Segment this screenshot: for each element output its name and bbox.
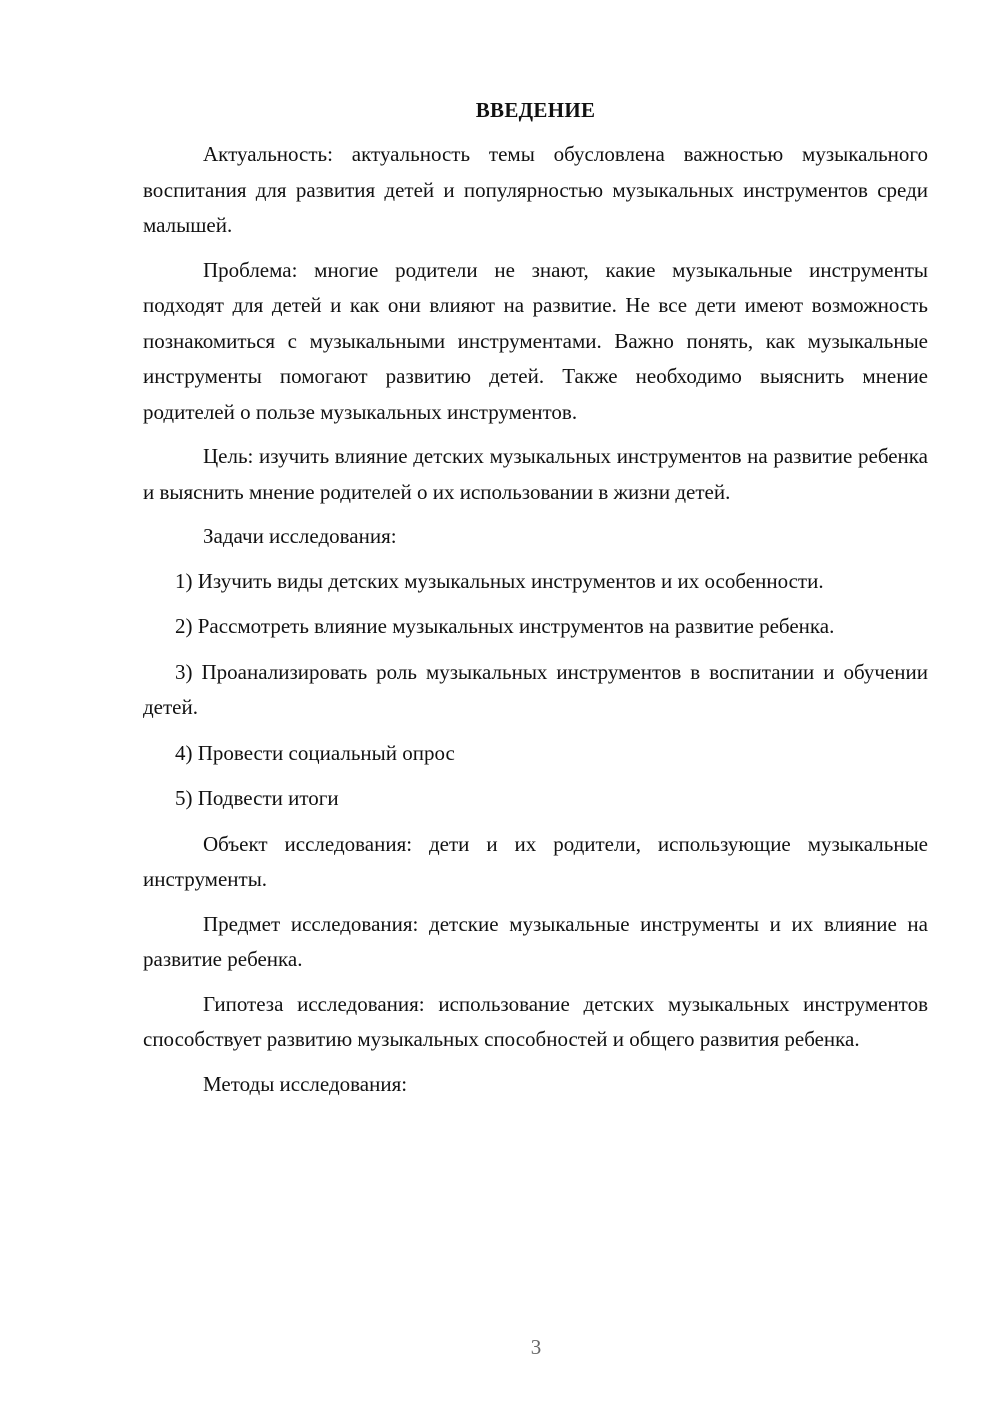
task-item-5: 5) Подвести итоги (175, 786, 339, 810)
task-item-3: 3) Проанализировать роль музыкальных инструментов в воспитании и обучении детей. (143, 659, 928, 719)
task-item-4: 4) Провести социальный опрос (175, 740, 455, 765)
document-page (143, 95, 928, 1111)
hypothesis-paragraph: Гипотеза исследования: использование детских музыкальных инструментов способствует развитию музыкальных способностей и общего развития ребенка. (143, 991, 928, 1051)
problem-paragraph: Проблема: многие родители не знают, какие музыкальные инструменты подходят для детей и как они влияют на развитие. Не все дети имеют возможность познакомиться с музыкальными инструментами. Важно понять, как музыкальные инструменты помогают развитию детей. Также необходимо выяснить мнение родителей о пользе музыкальных инструментов. (143, 257, 928, 424)
subject-paragraph: Предмет исследования: детские музыкальные инструменты и их влияние на развитие ребенка. (143, 911, 928, 971)
task-item-2: 2) Рассмотреть влияние музыкальных инструментов на развитие ребенка. (175, 614, 835, 638)
section-title: ВВЕДЕНИЕ (475, 98, 596, 122)
task-item-1: 1) Изучить виды детских музыкальных инструментов и их особенности. (175, 568, 824, 593)
relevance-paragraph: Актуальность: актуальность темы обусловлена важностью музыкального воспитания для развития детей и популярностью музыкальных инструментов среди малышей. (143, 142, 928, 237)
methods-heading: Методы исследования: (203, 1071, 408, 1096)
object-paragraph: Объект исследования: дети и их родители, использующие музыкальные инструменты. (143, 831, 928, 891)
tasks-heading: Задачи исследования: (203, 524, 397, 548)
goal-paragraph: Цель: изучить влияние детских музыкальных инструментов на развитие ребенка и выяснить мнение родителей о их использовании в жизни детей. (143, 444, 928, 504)
page-number: 3 (530, 1335, 542, 1359)
